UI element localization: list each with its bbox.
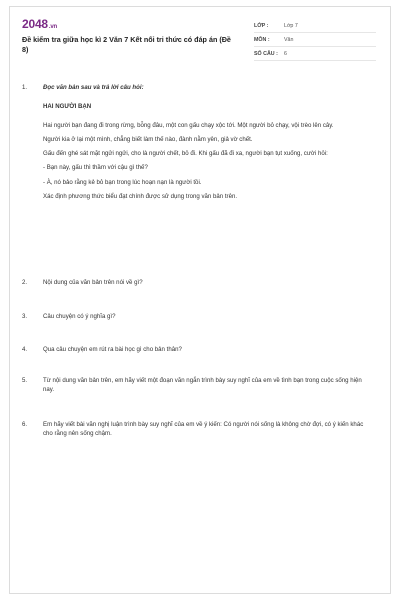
- question-number: 2.: [22, 279, 28, 286]
- meta-row-count: [254, 47, 376, 61]
- passage-paragraph: Xác định phương thức biểu đạt chính được sử dụng trong văn bản trên.: [43, 193, 238, 201]
- site-logo[interactable]: [22, 17, 57, 31]
- passage-paragraph: Gấu đến ghé sát mặt ngửi ngửi, cho là người chết, bỏ đi. Khi gấu đã đi xa, người bạn tụt xuống, cười hỏi:: [43, 150, 328, 158]
- passage-title: HAI NGƯỜI BẠN: [43, 103, 92, 111]
- passage-paragraph: Hai người bạn đang đi trong rừng, bỗng đâu, một con gấu chạy xộc tới. Một người bỏ chạy, vội trèo lên cây.: [43, 121, 334, 129]
- passage-paragraph: Người kia ở lại một mình, chẳng biết làm thế nào, đành nằm yên, giả vờ chết.: [43, 135, 253, 143]
- question-text: Đọc văn bản sau và trả lời câu hỏi:: [43, 84, 144, 91]
- meta-value: Văn: [284, 36, 294, 43]
- question-text: Qua câu chuyện em rút ra bài học gì cho bản thân?: [43, 346, 182, 353]
- question-4: [22, 345, 368, 354]
- question-3: [22, 312, 368, 321]
- passage-paragraph: - À, nó bảo rằng kẻ bỏ bạn trong lúc hoạn nạn là người tồi.: [43, 178, 202, 186]
- question-number: 5.: [22, 377, 28, 384]
- meta-table: [254, 19, 376, 61]
- meta-key: SỐ CÂU :: [254, 50, 278, 57]
- question-6: [22, 420, 368, 439]
- logo-text: 2048: [22, 17, 48, 31]
- question-number: 4.: [22, 346, 28, 353]
- passage-paragraph: - Bạn này, gấu thì thầm với cậu gì thế?: [43, 164, 148, 172]
- meta-row-class: [254, 19, 376, 33]
- question-text: Từ nội dung văn bản trên, em hãy viết một đoạn văn ngắn trình bày suy nghĩ của em về tình bạn trong cuộc sống hiện nay.: [43, 377, 362, 394]
- meta-row-subject: [254, 33, 376, 47]
- meta-key: LỚP :: [254, 22, 269, 29]
- meta-value: Lớp 7: [284, 22, 298, 29]
- question-1: [22, 83, 368, 201]
- question-number: 1.: [22, 84, 28, 91]
- question-number: 3.: [22, 313, 28, 320]
- logo-suffix: .vn: [48, 24, 57, 30]
- question-2: [22, 278, 368, 287]
- meta-value: 6: [284, 50, 287, 57]
- meta-key: MÔN :: [254, 36, 270, 43]
- question-text: Nội dung của văn bản trên nói về gì?: [43, 279, 143, 286]
- question-text: Câu chuyện có ý nghĩa gì?: [43, 313, 116, 320]
- question-5: [22, 376, 368, 395]
- document-page: [9, 6, 391, 594]
- question-text: Em hãy viết bài văn nghị luận trình bày suy nghĩ của em về ý kiến: Có người nói sống là không chờ đợi, có ý kiến khác cho rằng nên sống chậm.: [43, 421, 364, 438]
- document-title: Đề kiểm tra giữa học kì 2 Văn 7 Kết nối tri thức có đáp án (Đề 8): [22, 35, 231, 54]
- question-number: 6.: [22, 421, 28, 428]
